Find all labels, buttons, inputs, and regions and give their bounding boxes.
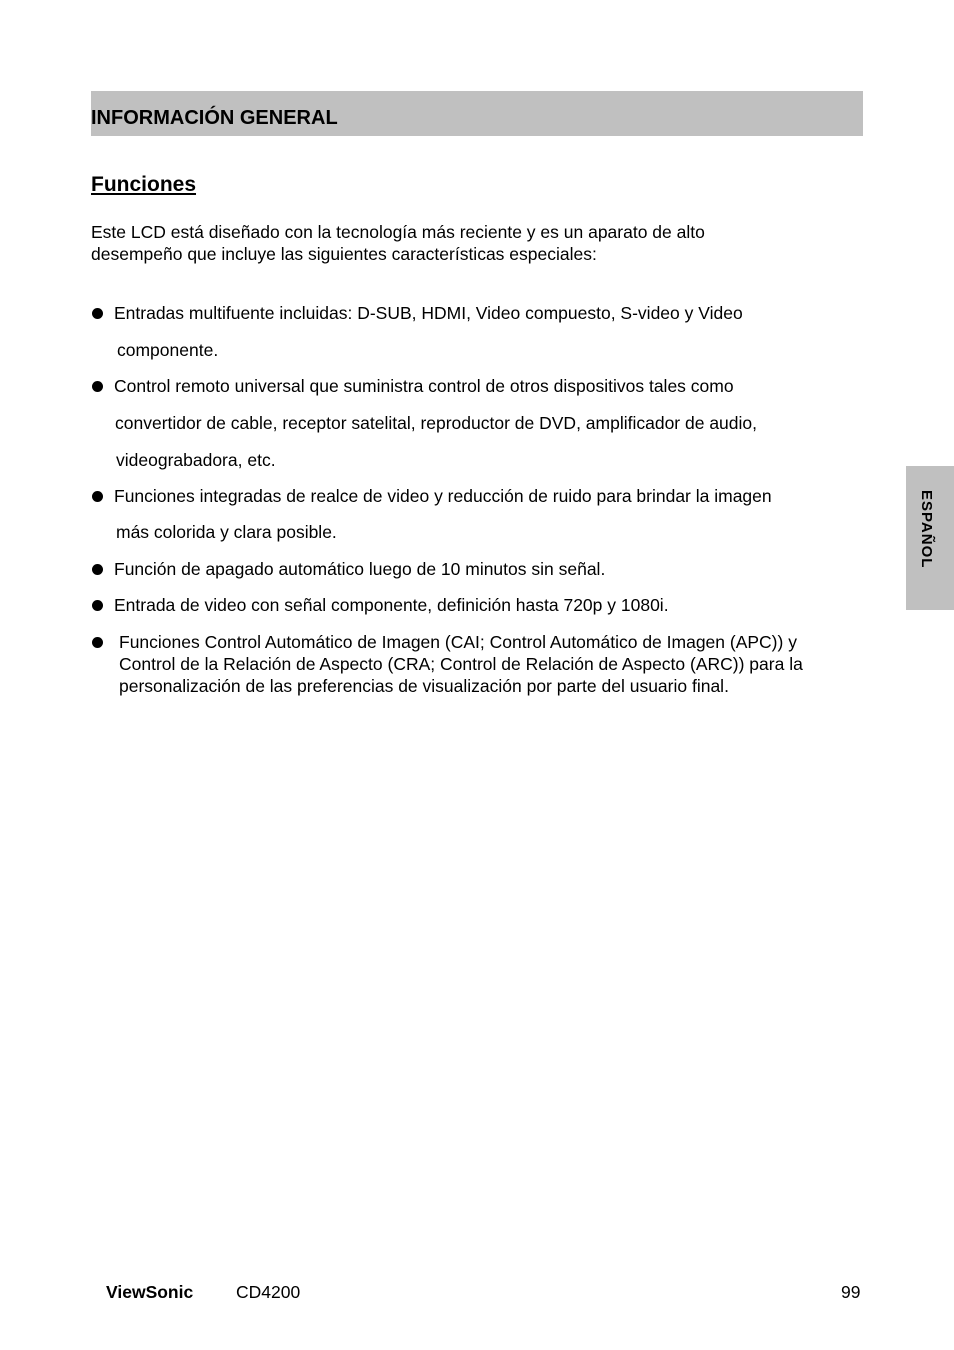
bullet-text-block: [119, 631, 871, 697]
bullet-text: Funciones integradas de realce de video y reducción de ruido para brindar la imagen: [114, 486, 772, 506]
section-header-bar: [91, 91, 863, 136]
page-number: 99: [841, 1282, 861, 1302]
bullet-text: Funciones Control Automático de Imagen (CAI; Control Automático de Imagen (APC)) y: [119, 632, 797, 652]
bullet-text: videograbadora, etc.: [116, 450, 276, 470]
bullet-dot-icon: [92, 491, 103, 502]
bullet-dot-icon: [92, 564, 103, 575]
bullet-text: Control de la Relación de Aspecto (CRA; Control de Relación de Aspecto (ARC)) para la: [119, 654, 803, 674]
bullet-text: personalización de las preferencias de visualización por parte del usuario final.: [119, 676, 729, 696]
intro-line: desempeño que incluye las siguientes características especiales:: [91, 244, 597, 264]
section-header-title: INFORMACIÓN GENERAL: [91, 107, 338, 129]
language-tab: [906, 466, 954, 610]
bullet-text: componente.: [117, 340, 219, 360]
subsection-title: Funciones: [91, 173, 197, 196]
bullet-text: convertidor de cable, receptor satelital, reproductor de DVD, amplificador de audio,: [115, 413, 758, 433]
bullet-text: Entradas multifuente incluidas: D-SUB, HDMI, Video compuesto, S-video y Video: [114, 303, 743, 323]
language-tab-label: ESPAÑOL: [918, 490, 935, 569]
intro-paragraph: [91, 221, 863, 265]
intro-line: Este LCD está diseñado con la tecnología más reciente y es un aparato de alto: [91, 222, 705, 242]
bullet-dot-icon: [92, 381, 103, 392]
bullet-dot-icon: [92, 600, 103, 611]
bullet-dot-icon: [92, 308, 103, 319]
bullet-text: Control remoto universal que suministra control de otros dispositivos tales como: [114, 376, 734, 396]
bullet-text: Función de apagado automático luego de 10 minutos sin señal.: [114, 559, 606, 579]
footer-brand: ViewSonic: [106, 1282, 194, 1302]
bullet-dot-icon: [92, 637, 103, 648]
bullet-text: Entrada de video con señal componente, definición hasta 720p y 1080i.: [114, 595, 669, 615]
bullet-text: más colorida y clara posible.: [116, 522, 337, 542]
footer-model: CD4200: [236, 1282, 301, 1302]
